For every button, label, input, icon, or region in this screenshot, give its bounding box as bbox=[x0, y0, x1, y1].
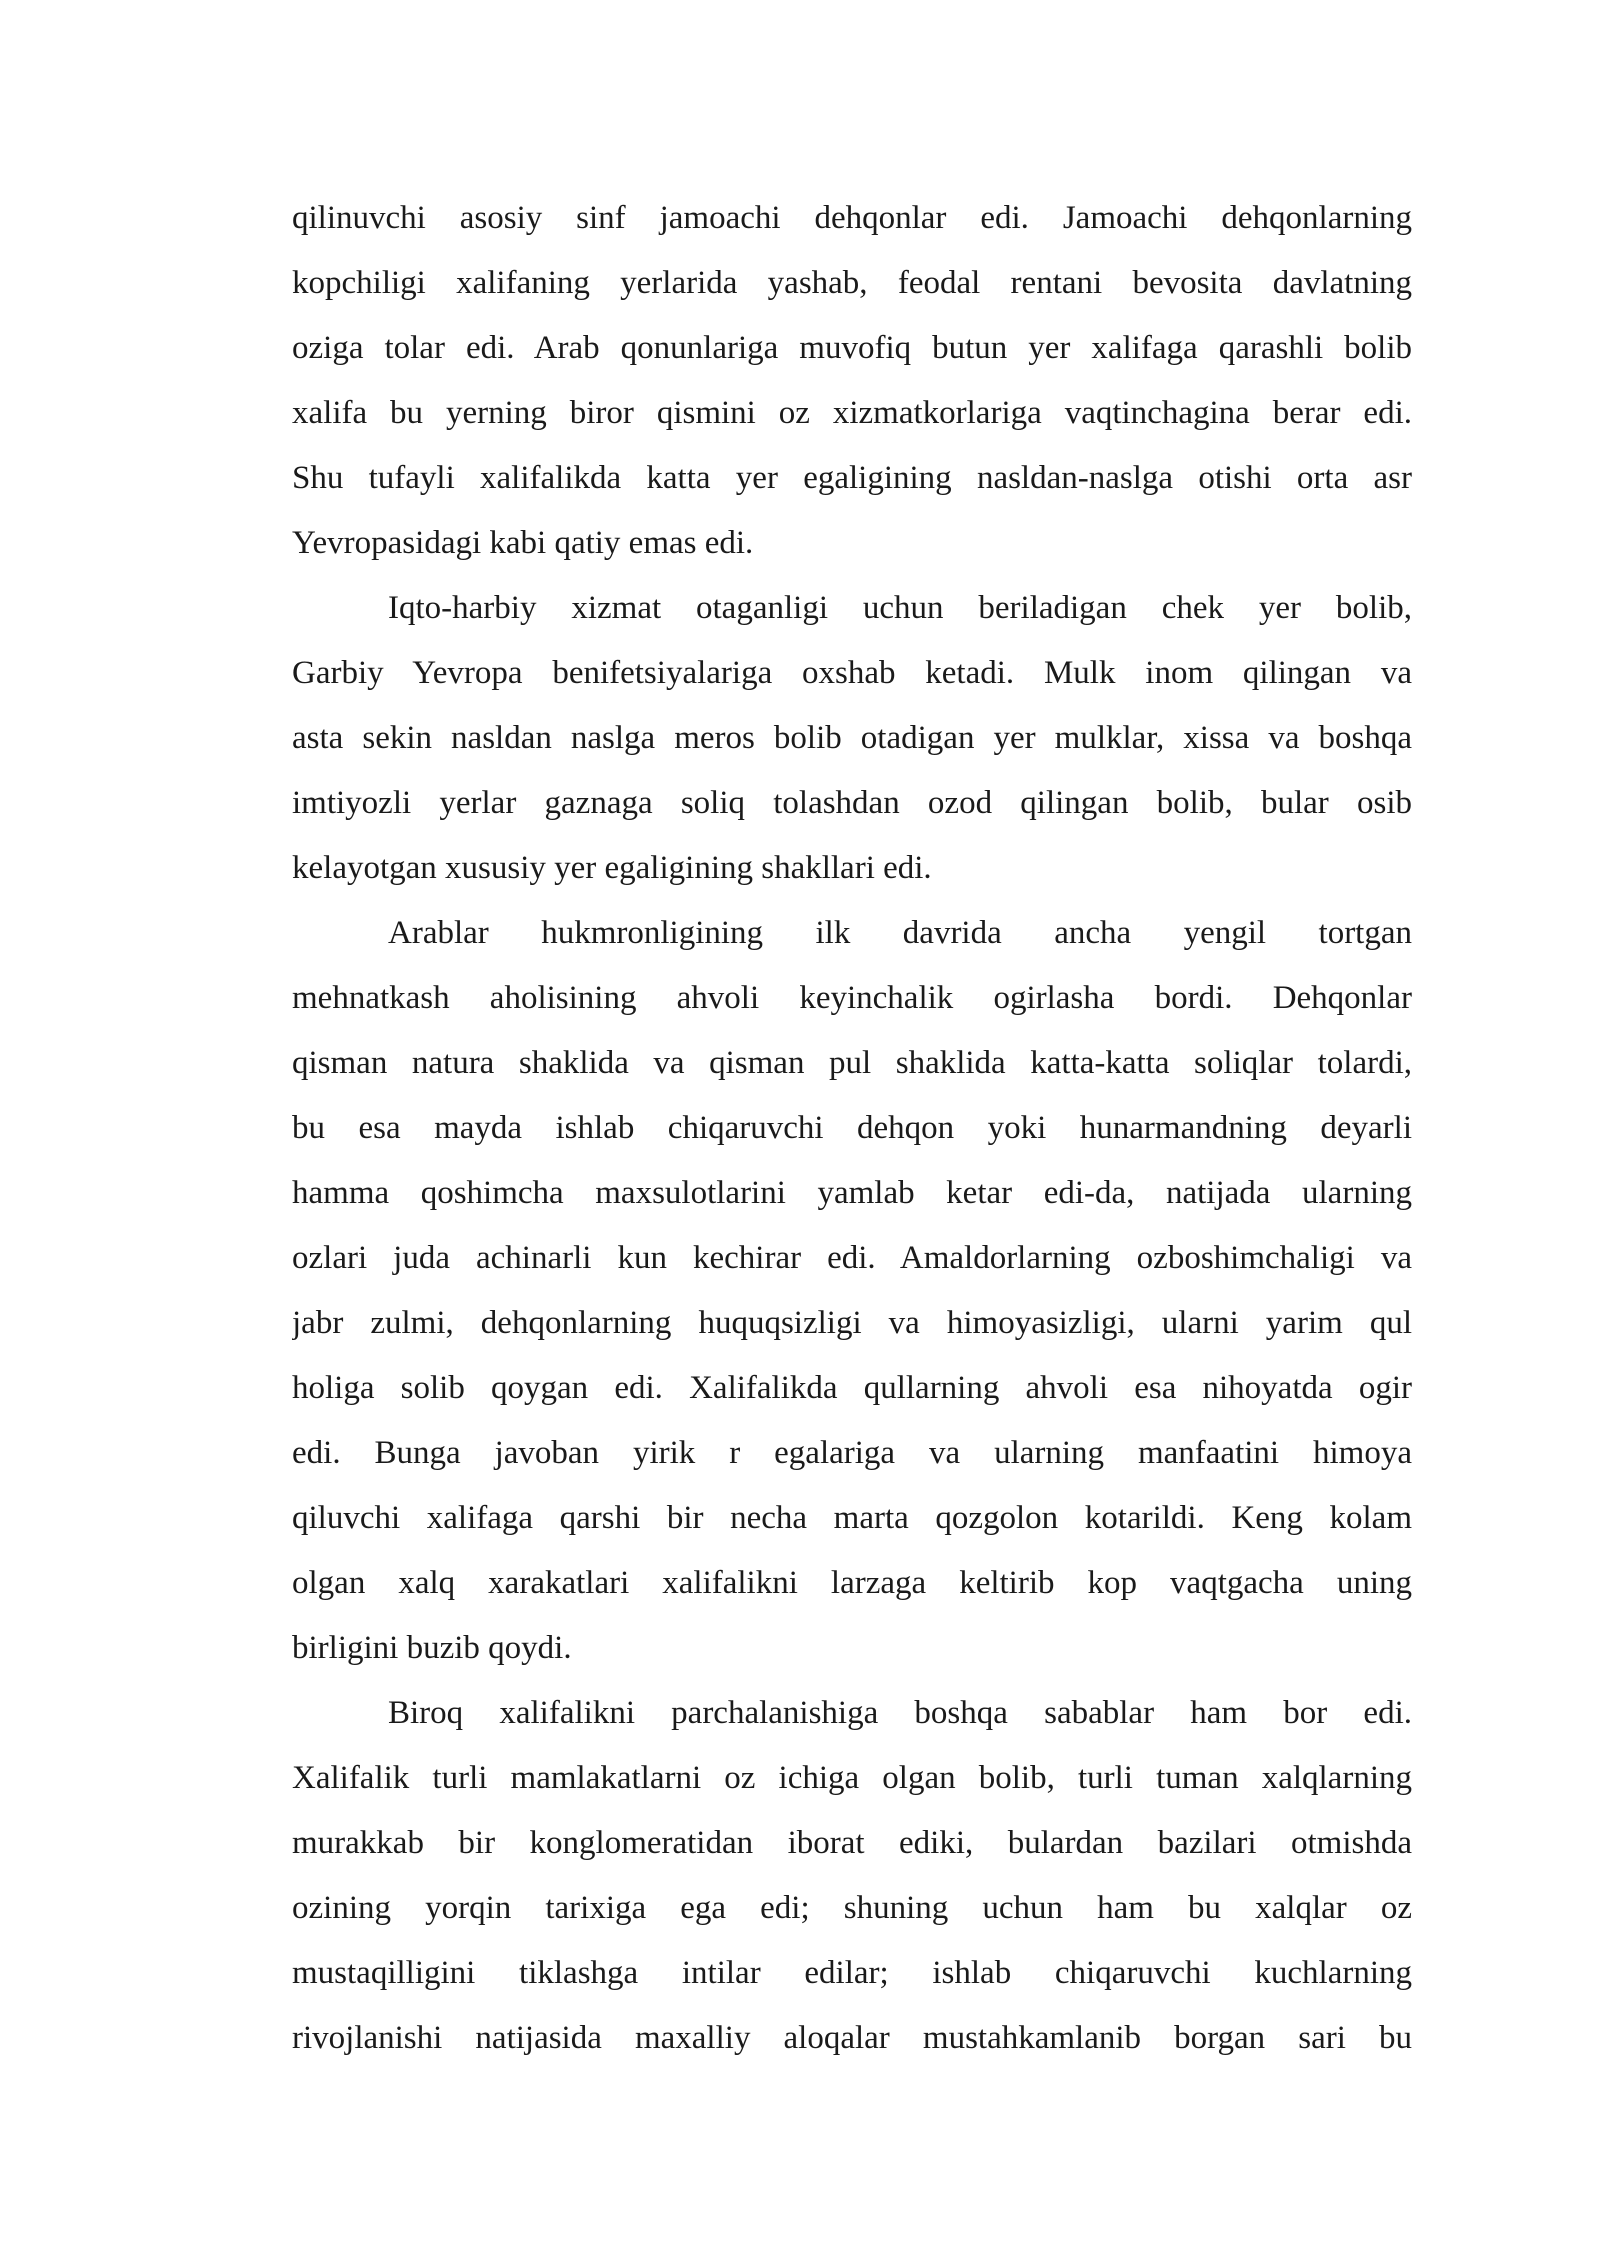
text-line: holiga solib qoygan edi. Xalifalikda qullarning ahvoli esa nihoyatda ogir bbox=[292, 1370, 1412, 1406]
text-line: Arablar hukmronligining ilk davrida ancha yengil tortgan bbox=[388, 915, 1412, 951]
document-body bbox=[292, 186, 1412, 2071]
text-line: kelayotgan xususiy yer egaligining shakllari edi. bbox=[292, 850, 932, 886]
text-line: Xalifalik turli mamlakatlarni oz ichiga olgan bolib, turli tuman xalqlarning bbox=[292, 1760, 1412, 1796]
text-line: Biroq xalifalikni parchalanishiga boshqa sabablar ham bor edi. bbox=[388, 1695, 1412, 1731]
text-line: qilinuvchi asosiy sinf jamoachi dehqonlar edi. Jamoachi dehqonlarning bbox=[292, 200, 1412, 236]
paragraph-2 bbox=[292, 576, 1412, 901]
text-line: bu esa mayda ishlab chiqaruvchi dehqon yoki hunarmandning deyarli bbox=[292, 1110, 1412, 1146]
paragraph-3 bbox=[292, 901, 1412, 1681]
text-line: murakkab bir konglomeratidan iborat ediki, bulardan bazilari otmishda bbox=[292, 1825, 1412, 1861]
text-line: ozining yorqin tarixiga ega edi; shuning uchun ham bu xalqlar oz bbox=[292, 1890, 1412, 1926]
text-line: Yevropasidagi kabi qatiy emas edi. bbox=[292, 525, 754, 561]
text-line: oziga tolar edi. Arab qonunlariga muvofiq butun yer xalifaga qarashli bolib bbox=[292, 330, 1412, 366]
text-line: hamma qoshimcha maxsulotlarini yamlab ketar edi-da, natijada ularning bbox=[292, 1175, 1412, 1211]
text-line: rivojlanishi natijasida maxalliy aloqalar mustahkamlanib borgan sari bu bbox=[292, 2020, 1412, 2056]
text-line: kopchiligi xalifaning yerlarida yashab, feodal rentani bevosita davlatning bbox=[292, 265, 1412, 301]
text-line: Iqto-harbiy xizmat otaganligi uchun beriladigan chek yer bolib, bbox=[388, 590, 1412, 626]
paragraph-4 bbox=[292, 1681, 1412, 2071]
text-line: edi. Bunga javoban yirik r egalariga va ularning manfaatini himoya bbox=[292, 1435, 1412, 1471]
text-line: qisman natura shaklida va qisman pul shaklida katta-katta soliqlar tolardi, bbox=[292, 1045, 1412, 1081]
text-line: jabr zulmi, dehqonlarning huquqsizligi va himoyasizligi, ularni yarim qul bbox=[292, 1305, 1412, 1341]
text-line: Garbiy Yevropa benifetsiyalariga oxshab ketadi. Mulk inom qilingan va bbox=[292, 655, 1412, 691]
text-line: mustaqilligini tiklashga intilar edilar; ishlab chiqaruvchi kuchlarning bbox=[292, 1955, 1412, 1991]
text-line: ozlari juda achinarli kun kechirar edi. Amaldorlarning ozboshimchaligi va bbox=[292, 1240, 1412, 1276]
text-line: Shu tufayli xalifalikda katta yer egaligining nasldan-naslga otishi orta asr bbox=[292, 460, 1412, 496]
text-line: olgan xalq xarakatlari xalifalikni larzaga keltirib kop vaqtgacha uning bbox=[292, 1565, 1412, 1601]
text-line: asta sekin nasldan naslga meros bolib otadigan yer mulklar, xissa va boshqa bbox=[292, 720, 1412, 756]
paragraph-1 bbox=[292, 186, 1412, 576]
text-line: birligini buzib qoydi. bbox=[292, 1630, 572, 1666]
text-line: imtiyozli yerlar gaznaga soliq tolashdan ozod qilingan bolib, bular osib bbox=[292, 785, 1412, 821]
text-line: mehnatkash aholisining ahvoli keyinchalik ogirlasha bordi. Dehqonlar bbox=[292, 980, 1412, 1016]
text-line: qiluvchi xalifaga qarshi bir necha marta qozgolon kotarildi. Keng kolam bbox=[292, 1500, 1412, 1536]
text-line: xalifa bu yerning biror qismini oz xizmatkorlariga vaqtinchagina berar edi. bbox=[292, 395, 1412, 431]
